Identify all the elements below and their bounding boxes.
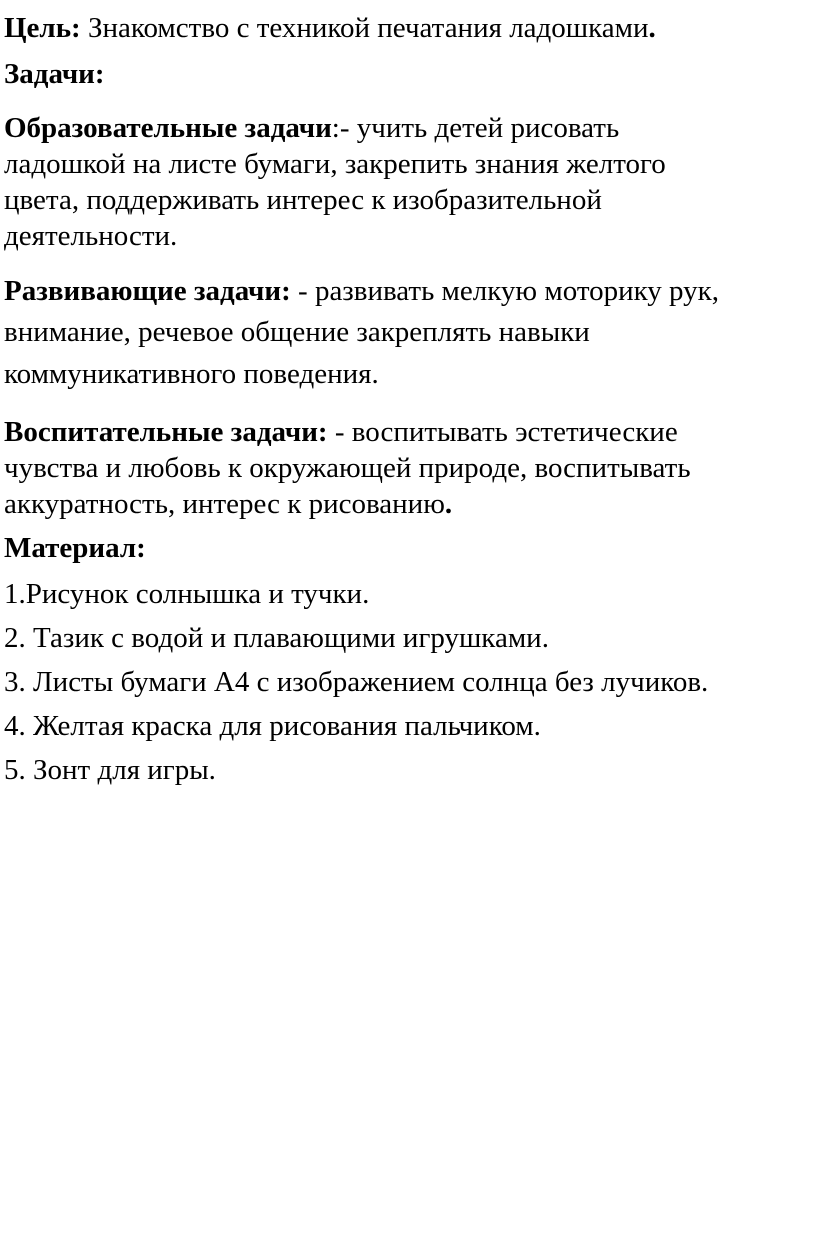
goal-line: [4, 10, 804, 46]
educational-line-3: цвета, поддерживать интерес к изобразительной: [4, 184, 602, 216]
material-heading: Материал:: [4, 532, 146, 564]
goal-text: Знакомство с техникой печатания ладошками: [87, 12, 649, 44]
educational-line-1: [4, 110, 804, 146]
educational-sep: :-: [331, 112, 350, 144]
developing-line-2: внимание, речевое общение закреплять навыки: [4, 316, 590, 348]
developing-sep: -: [290, 275, 315, 307]
material-item-4: 4. Желтая краска для рисования пальчиком.: [4, 710, 541, 742]
educational-line-4: деятельности.: [4, 220, 178, 252]
upbringing-sep: -: [327, 416, 352, 448]
upbringing-text-1: воспитывать эстетические: [351, 416, 678, 448]
material-item-2: 2. Тазик с водой и плавающими игрушками.: [4, 622, 549, 654]
developing-label: Развивающие задачи:: [4, 275, 291, 307]
upbringing-line-1: [4, 414, 804, 450]
upbringing-text-3: аккуратность, интерес к рисованию: [4, 488, 445, 520]
upbringing-end: .: [444, 488, 453, 520]
educational-label: Образовательные задачи: [4, 112, 332, 144]
tasks-heading: Задачи:: [4, 58, 105, 90]
material-item-5: 5. Зонт для игры.: [4, 754, 216, 786]
material-item-1: 1.Рисунок солнышка и тучки.: [4, 578, 370, 610]
goal-label: Цель:: [4, 12, 81, 44]
developing-line-1: [4, 273, 804, 309]
upbringing-line-3: [4, 486, 804, 522]
educational-text-1: учить детей рисовать: [356, 112, 620, 144]
upbringing-line-2: чувства и любовь к окружающей природе, воспитывать: [4, 452, 691, 484]
developing-line-3: коммуникативного поведения.: [4, 358, 379, 390]
material-item-3: 3. Листы бумаги А4 с изображением солнца без лучиков.: [4, 666, 709, 698]
developing-text-1: развивать мелкую моторику рук,: [314, 275, 720, 307]
goal-end: .: [648, 12, 656, 44]
educational-line-2: ладошкой на листе бумаги, закрепить знания желтого: [4, 148, 666, 180]
upbringing-label: Воспитательные задачи:: [4, 416, 328, 448]
